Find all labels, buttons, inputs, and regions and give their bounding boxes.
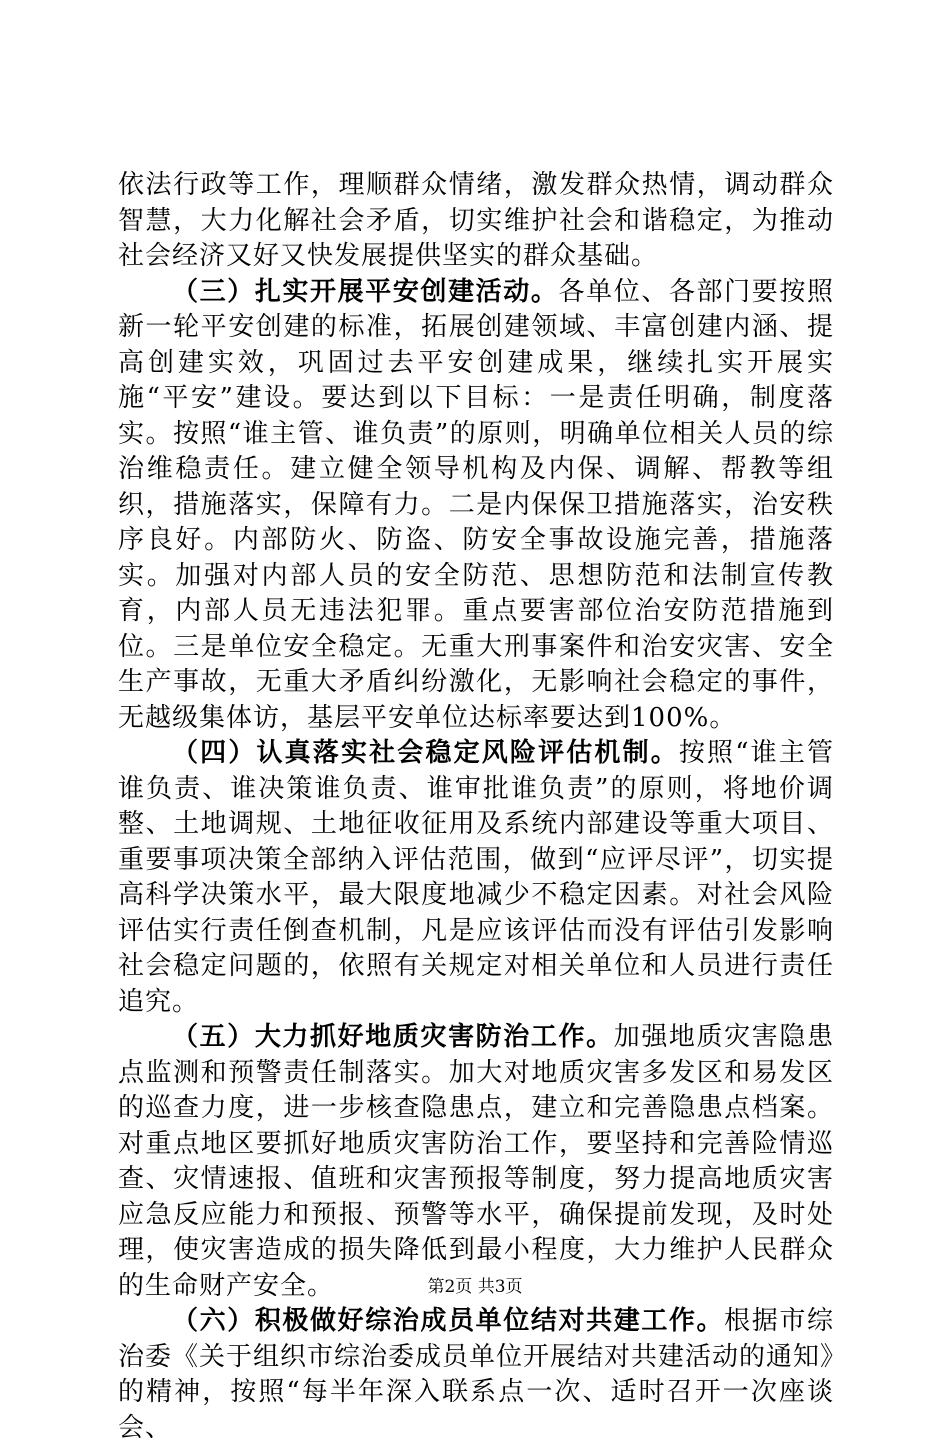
section-heading: （三）扎实开展平安创建活动。 <box>172 276 559 307</box>
paragraph-text: 按照“谁主管谁负责、谁决策谁负责、谁审批谁负责”的原则，将地价调整、土地调规、土地征收征用及系统内部建设等重大项目、重要事项决策全部纳入评估范围，做到“应评尽评”，切实提高科学决策水平，最大限度地减少不稳定因素。对社会风险评估实行责任倒查机制，凡是应该评估而没有评估引发影响社会稳定问题的，依照有关规定对相关单位和人员进行责任追究。 <box>118 738 834 1017</box>
paragraph-section-5 <box>118 1020 834 1304</box>
paragraph-text: 根据市综治委《关于组织市综治委成员单位开展结对共建活动的通知》的精神，按照“每半年深入联系点一次、适时召开一次座谈会、 <box>118 1306 835 1443</box>
section-heading: （五）大力抓好地质灾害防治工作。 <box>172 1022 614 1052</box>
section-heading: （六）积极做好综治成员单位结对共建工作。 <box>172 1306 725 1336</box>
paragraph-text: 依法行政等工作，理顺群众情绪，激发群众热情，调动群众智慧，大力化解社会矛盾，切实维护社会和谐稳定，为推动社会经济又好又快发展提供坚实的群众基础。 <box>118 170 834 271</box>
section-heading: （四）认真落实社会稳定风险评估机制。 <box>172 738 679 768</box>
paragraph-text: 各单位、各部门要按照新一轮平安创建的标准，拓展创建领域、丰富创建内涵、提高创建实效，巩固过去平安创建成果，继续扎实开展实施“平安”建设。要达到以下目标：一是责任明确，制度落实。按照“谁主管、谁负责”的原则，明确单位相关人员的综治维稳责任。建立健全领导机构及内保、调解、帮教等组织，措施落实，保障有力。二是内保保卫措施落实，治安秩序良好。内部防火、防盗、防安全事故设施完善，措施落实。加强对内部人员的安全防范、思想防范和法制宣传教育，内部人员无违法犯罪。重点要害部位治安防范措施到位。三是单位安全稳定。无重大刑事案件和治安灾害、安全生产事故，无重大矛盾纠纷激化，无影响社会稳定的事件，无越级集体访，基层平安单位达标率要达到100%。 <box>118 276 834 733</box>
paragraph-text: 加强地质灾害隐患点监测和预警责任制落实。加大对地质灾害多发区和易发区的巡查力度，进一步核查隐患点，建立和完善隐患点档案。对重点地区要抓好地质灾害防治工作，要坚持和完善险情巡查、灾情速报、值班和灾害预报等制度，努力提高地质灾害应急反应能力和预报、预警等水平，确保提前发现，及时处理，使灾害造成的损失降低到最小程度，大力维护人民群众的生命财产安全。 <box>118 1022 834 1301</box>
document-body <box>118 168 834 1446</box>
paragraph-section-6 <box>118 1304 834 1446</box>
paragraph-section-3 <box>118 275 834 737</box>
page-footer: 第2页 共3页 <box>427 1277 523 1297</box>
paragraph-continuation <box>118 168 834 275</box>
paragraph-section-4 <box>118 736 834 1020</box>
